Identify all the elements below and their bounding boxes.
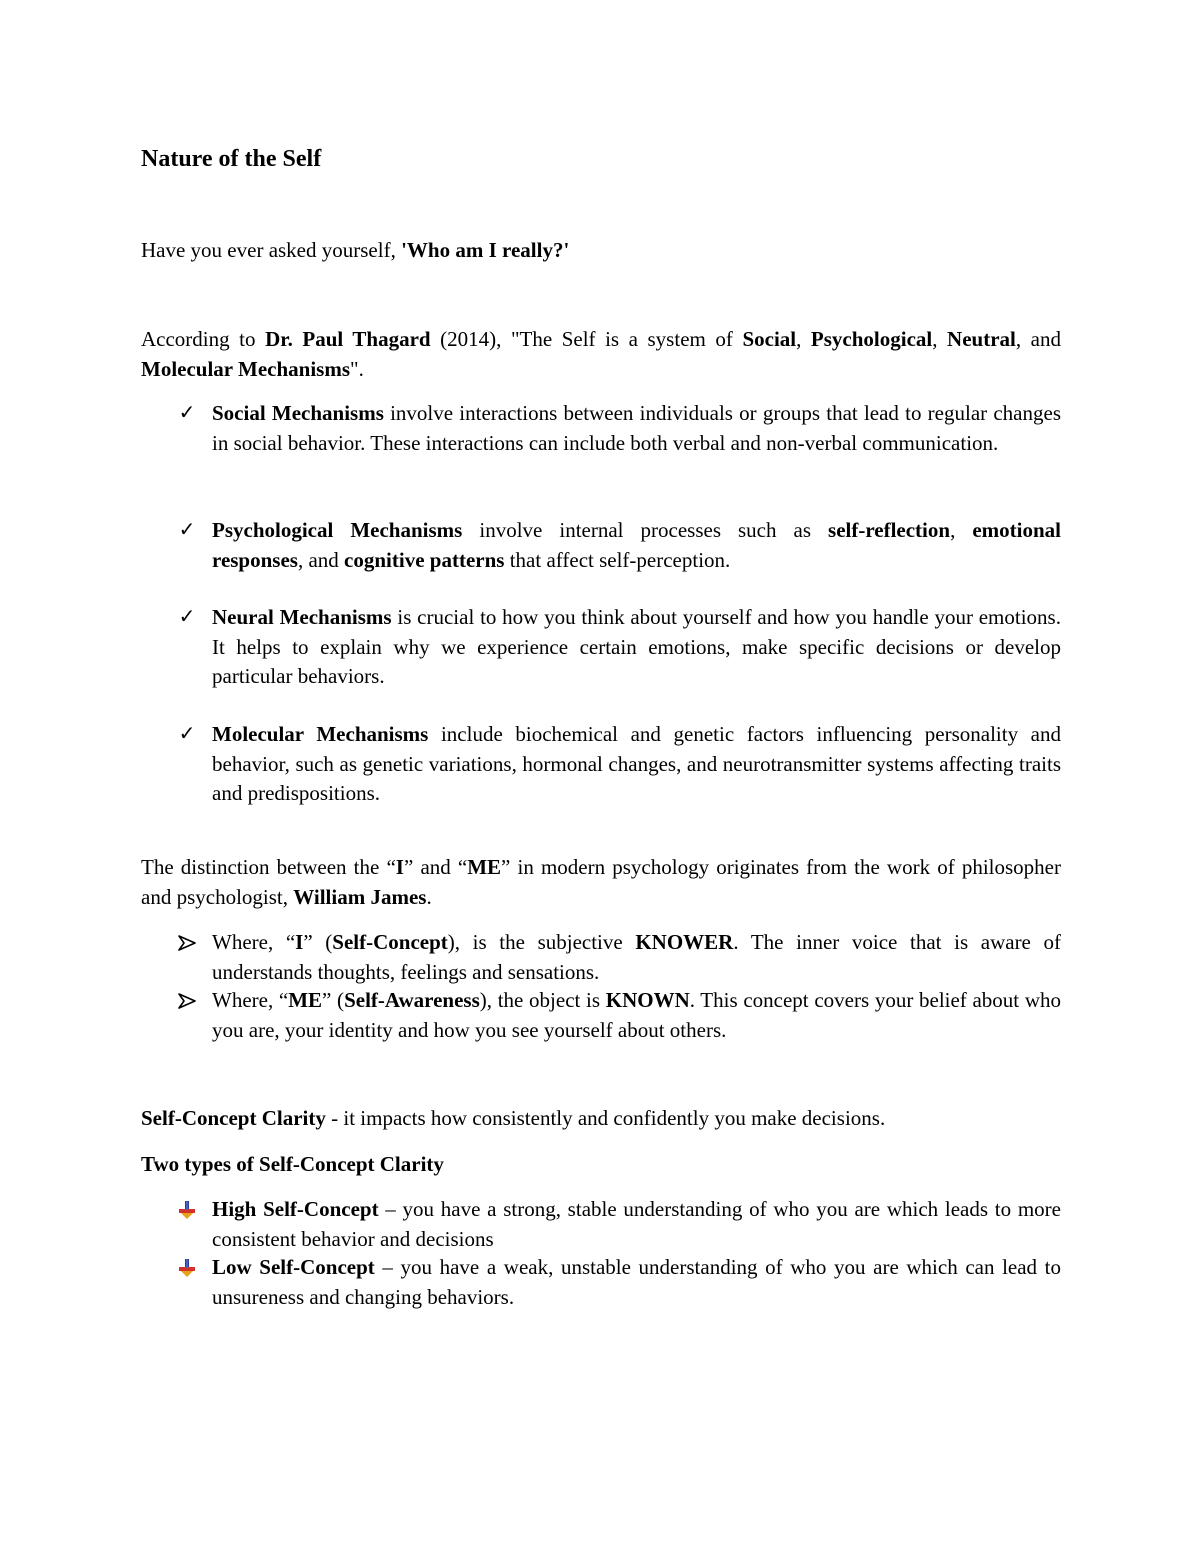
list-item-low-self-concept: Low Self-Concept – you have a weak, unstable understanding of who you are which can lead to unsureness and changing behaviors.: [141, 1253, 1061, 1312]
list-item-molecular-mechanisms: ✓ Molecular Mechanisms include biochemical and genetic factors influencing personality and behavior, such as genetic variations, hormonal changes, and neurotransmitter systems affecting traits and predispositions.: [141, 720, 1061, 809]
flag-bullet-icon: [175, 1253, 199, 1282]
list-item-i-self-concept: Where, “I” (Self-Concept), is the subjective KNOWER. The inner voice that is aware of understands thoughts, feelings and sensations.: [141, 928, 1061, 987]
checkmark-icon: ✓: [178, 605, 196, 628]
i-me-distinction: The distinction between the “I” and “ME” in modern psychology originates from the work of philosopher and psychologist, William James.: [141, 855, 1061, 909]
arrow-bullet-icon: [175, 928, 199, 957]
checkmark-icon: ✓: [178, 722, 196, 745]
list-item-high-self-concept: High Self-Concept – you have a strong, stable understanding of who you are which leads to more consistent behavior and decisions: [141, 1195, 1061, 1254]
list-item-me-self-awareness: Where, “ME” (Self-Awareness), the object is KNOWN. This concept covers your belief about who you are, your identity and how you see yourself about others.: [141, 986, 1061, 1045]
checkmark-icon: ✓: [178, 401, 196, 424]
thagard-definition: According to Dr. Paul Thagard (2014), "The Self is a system of Social, Psychological, Neutral, and Molecular Mechanisms".: [141, 327, 1061, 381]
intro-question: Have you ever asked yourself, 'Who am I really?': [141, 238, 570, 262]
list-item-neural-mechanisms: ✓ Neural Mechanisms is crucial to how you think about yourself and how you handle your emotions. It helps to explain why we experience certain emotions, make specific decisions or develop particular behaviors.: [141, 603, 1061, 692]
checkmark-icon: ✓: [178, 518, 196, 541]
arrow-bullet-icon: [175, 986, 199, 1015]
flag-bullet-icon: [175, 1195, 199, 1224]
page-title: Nature of the Self: [141, 146, 322, 172]
self-concept-clarity: Self-Concept Clarity - it impacts how consistently and confidently you make decisions.: [141, 1106, 886, 1130]
list-item-social-mechanisms: ✓ Social Mechanisms involve interactions between individuals or groups that lead to regular changes in social behavior. These interactions can include both verbal and non-verbal communication.: [141, 399, 1061, 458]
list-item-psychological-mechanisms: ✓ Psychological Mechanisms involve internal processes such as self-reflection, emotional responses, and cognitive patterns that affect self-perception.: [141, 516, 1061, 575]
clarity-types-heading: Two types of Self-Concept Clarity: [141, 1152, 444, 1176]
